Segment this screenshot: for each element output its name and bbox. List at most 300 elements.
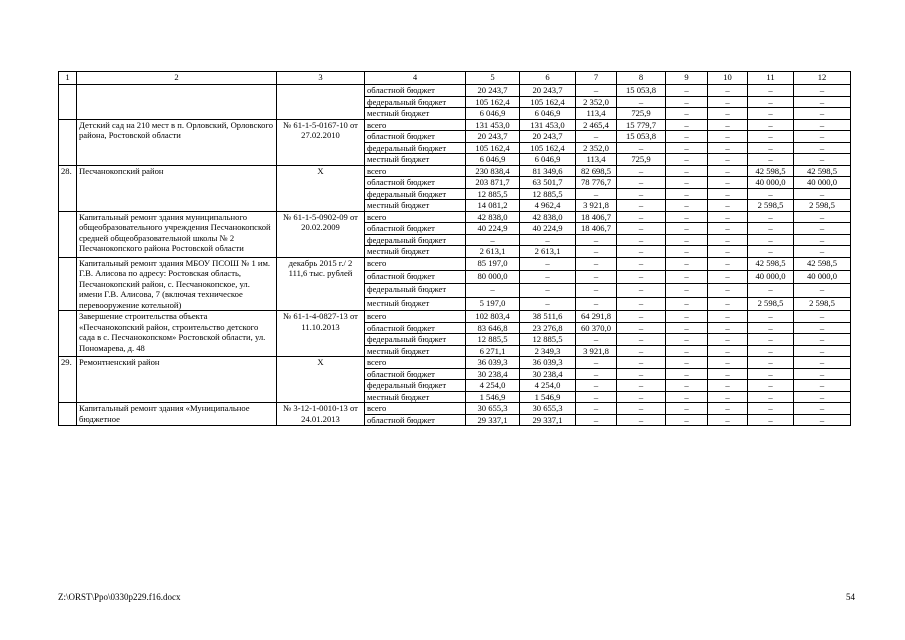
funding-source: всего (365, 165, 466, 177)
amount-cell: – (708, 131, 748, 143)
amount-cell: – (794, 380, 851, 392)
amount-cell: – (576, 403, 617, 415)
amount-cell: – (666, 234, 708, 246)
amount-cell: – (466, 234, 520, 246)
amount-cell: – (748, 119, 794, 131)
amount-cell: – (794, 211, 851, 223)
amount-cell: – (666, 223, 708, 235)
amount-cell: – (708, 211, 748, 223)
amount-cell: 105 162,4 (466, 142, 520, 154)
column-number: 2 (77, 72, 277, 85)
amount-cell: – (576, 297, 617, 310)
document-reference: № 61-1-5-0902-09 от 20.02.2009 (277, 211, 365, 257)
amount-cell: – (617, 257, 666, 270)
amount-cell: 6 046,9 (520, 154, 576, 166)
amount-cell: – (666, 311, 708, 323)
amount-cell: – (794, 234, 851, 246)
amount-cell: 2 598,5 (794, 200, 851, 212)
amount-cell: 725,9 (617, 154, 666, 166)
amount-cell: – (666, 188, 708, 200)
amount-cell: – (576, 334, 617, 346)
amount-cell: 113,4 (576, 154, 617, 166)
document-reference: X (277, 165, 365, 211)
funding-source: областной бюджет (365, 270, 466, 283)
amount-cell: – (708, 257, 748, 270)
amount-cell: – (666, 200, 708, 212)
amount-cell: – (794, 311, 851, 323)
amount-cell: – (708, 234, 748, 246)
amount-cell: 36 039,3 (520, 357, 576, 369)
funding-source: областной бюджет (365, 131, 466, 143)
amount-cell: – (617, 223, 666, 235)
amount-cell: 3 921,8 (576, 345, 617, 357)
amount-cell: – (617, 284, 666, 297)
amount-cell: – (666, 257, 708, 270)
column-number: 12 (794, 72, 851, 85)
amount-cell: – (666, 246, 708, 258)
funding-source: всего (365, 119, 466, 131)
amount-cell: – (708, 311, 748, 323)
funding-source: всего (365, 257, 466, 270)
amount-cell: – (748, 391, 794, 403)
funding-source: областной бюджет (365, 322, 466, 334)
amount-cell: – (617, 211, 666, 223)
amount-cell: 42 598,5 (748, 257, 794, 270)
amount-cell: – (708, 108, 748, 120)
amount-cell: 12 885,5 (520, 188, 576, 200)
amount-cell: 4 254,0 (520, 380, 576, 392)
amount-cell: 15 053,8 (617, 85, 666, 97)
amount-cell: – (666, 345, 708, 357)
amount-cell: – (666, 284, 708, 297)
amount-cell: – (794, 108, 851, 120)
amount-cell: – (794, 391, 851, 403)
table-row (59, 257, 851, 270)
amount-cell: 15 779,7 (617, 119, 666, 131)
column-number: 11 (748, 72, 794, 85)
amount-cell: 12 885,5 (466, 334, 520, 346)
amount-cell: 5 197,0 (466, 297, 520, 310)
amount-cell: – (576, 368, 617, 380)
amount-cell: – (617, 96, 666, 108)
table-row (59, 165, 851, 177)
amount-cell: – (617, 246, 666, 258)
amount-cell: – (708, 284, 748, 297)
amount-cell: – (576, 188, 617, 200)
amount-cell: – (666, 368, 708, 380)
amount-cell: 20 243,7 (466, 131, 520, 143)
amount-cell: – (708, 334, 748, 346)
amount-cell: 85 197,0 (466, 257, 520, 270)
amount-cell: – (708, 345, 748, 357)
amount-cell: – (794, 334, 851, 346)
column-number-row (59, 72, 851, 85)
amount-cell: 63 501,7 (520, 177, 576, 189)
amount-cell: – (794, 85, 851, 97)
amount-cell: – (794, 284, 851, 297)
amount-cell: – (748, 188, 794, 200)
amount-cell: – (576, 246, 617, 258)
amount-cell: 18 406,7 (576, 211, 617, 223)
amount-cell: 29 337,1 (520, 414, 576, 426)
object-name: Завершение строительства объекта «Песчанокопский район, строительство детского сада в с. Песчанокопском» Ростовской области, ул. Пономарева, д. 48 (77, 311, 277, 357)
amount-cell: 42 598,5 (794, 165, 851, 177)
amount-cell: – (708, 165, 748, 177)
funding-source: федеральный бюджет (365, 380, 466, 392)
amount-cell: – (748, 154, 794, 166)
amount-cell: – (666, 165, 708, 177)
amount-cell: 14 081,2 (466, 200, 520, 212)
amount-cell: 102 803,4 (466, 311, 520, 323)
funding-source: федеральный бюджет (365, 188, 466, 200)
amount-cell: – (708, 403, 748, 415)
funding-source: всего (365, 311, 466, 323)
row-index: 29. (59, 357, 77, 403)
amount-cell: – (708, 119, 748, 131)
amount-cell: – (617, 345, 666, 357)
amount-cell: – (666, 322, 708, 334)
amount-cell: – (617, 403, 666, 415)
amount-cell: 3 921,8 (576, 200, 617, 212)
column-number: 3 (277, 72, 365, 85)
amount-cell: 29 337,1 (466, 414, 520, 426)
amount-cell: – (666, 154, 708, 166)
row-index (59, 211, 77, 257)
amount-cell: 40 224,9 (520, 223, 576, 235)
column-number: 8 (617, 72, 666, 85)
amount-cell: 30 238,4 (466, 368, 520, 380)
amount-cell: 38 511,6 (520, 311, 576, 323)
amount-cell: – (576, 284, 617, 297)
amount-cell: 42 838,0 (466, 211, 520, 223)
object-name: Капитальный ремонт здания МБОУ ПСОШ № 1 им. Г.В. Алисова по адресу: Ростовская область, Песчанокопский район, с. Песчанокопское, ул. имени Г.В. Алисова, 7 (включая техническое перевооружение котельной) (77, 257, 277, 311)
amount-cell: – (748, 414, 794, 426)
amount-cell: – (666, 85, 708, 97)
amount-cell: – (708, 85, 748, 97)
funding-source: областной бюджет (365, 177, 466, 189)
amount-cell: – (617, 177, 666, 189)
amount-cell: 12 885,5 (466, 188, 520, 200)
funding-source: местный бюджет (365, 345, 466, 357)
amount-cell: – (708, 414, 748, 426)
funding-source: всего (365, 403, 466, 415)
amount-cell: 40 000,0 (748, 270, 794, 283)
amount-cell: 40 000,0 (748, 177, 794, 189)
amount-cell: 725,9 (617, 108, 666, 120)
amount-cell: – (617, 322, 666, 334)
table-row (59, 357, 851, 369)
amount-cell: 20 243,7 (466, 85, 520, 97)
amount-cell: – (576, 234, 617, 246)
amount-cell: 4 962,4 (520, 200, 576, 212)
amount-cell: – (666, 414, 708, 426)
amount-cell: – (708, 200, 748, 212)
object-name: Ремонтненский район (77, 357, 277, 403)
row-index (59, 119, 77, 165)
amount-cell: – (708, 154, 748, 166)
amount-cell: – (520, 234, 576, 246)
amount-cell: – (748, 234, 794, 246)
amount-cell: 42 598,5 (748, 165, 794, 177)
amount-cell: – (666, 131, 708, 143)
amount-cell: – (708, 297, 748, 310)
row-index (59, 85, 77, 120)
amount-cell: – (708, 177, 748, 189)
amount-cell: 2 613,1 (520, 246, 576, 258)
amount-cell: 105 162,4 (520, 142, 576, 154)
amount-cell: – (794, 322, 851, 334)
amount-cell: – (708, 142, 748, 154)
amount-cell: – (794, 154, 851, 166)
amount-cell: – (748, 96, 794, 108)
amount-cell: 4 254,0 (466, 380, 520, 392)
amount-cell: – (666, 334, 708, 346)
table-row (59, 311, 851, 323)
funding-source: областной бюджет (365, 414, 466, 426)
amount-cell: – (466, 284, 520, 297)
amount-cell: – (748, 368, 794, 380)
amount-cell: – (748, 131, 794, 143)
amount-cell: – (794, 223, 851, 235)
amount-cell: 18 406,7 (576, 223, 617, 235)
amount-cell: – (617, 311, 666, 323)
amount-cell: 6 046,9 (466, 154, 520, 166)
object-name: Капитальный ремонт здания муниципального общеобразовательного учреждения Песчанокопской средней общеобразовательной школы № 2 Песчанокопского района Ростовской области (77, 211, 277, 257)
amount-cell: 64 291,8 (576, 311, 617, 323)
amount-cell: – (617, 368, 666, 380)
amount-cell: 23 276,8 (520, 322, 576, 334)
amount-cell: – (617, 234, 666, 246)
amount-cell: – (576, 380, 617, 392)
column-number: 5 (466, 72, 520, 85)
document-reference: декабрь 2015 г./ 2 111,6 тыс. рублей (277, 257, 365, 311)
amount-cell: 2 598,5 (794, 297, 851, 310)
amount-cell: 1 546,9 (520, 391, 576, 403)
amount-cell: – (576, 414, 617, 426)
amount-cell: – (617, 200, 666, 212)
amount-cell: 2 598,5 (748, 200, 794, 212)
amount-cell: 20 243,7 (520, 85, 576, 97)
amount-cell: – (617, 357, 666, 369)
amount-cell: 20 243,7 (520, 131, 576, 143)
amount-cell: – (708, 246, 748, 258)
funding-source: федеральный бюджет (365, 234, 466, 246)
table-row (59, 119, 851, 131)
document-reference: № 3-12-1-0010-13 от 24.01.2013 (277, 403, 365, 426)
amount-cell: – (794, 131, 851, 143)
funding-source: местный бюджет (365, 154, 466, 166)
amount-cell: – (794, 414, 851, 426)
document-path: Z:\ORST\Ppo\0330p229.f16.docx (58, 592, 181, 602)
amount-cell: – (666, 142, 708, 154)
row-index: 28. (59, 165, 77, 211)
amount-cell: – (617, 391, 666, 403)
amount-cell: 83 646,8 (466, 322, 520, 334)
column-number: 10 (708, 72, 748, 85)
amount-cell: – (748, 403, 794, 415)
amount-cell: 12 885,5 (520, 334, 576, 346)
funding-source: федеральный бюджет (365, 284, 466, 297)
amount-cell: – (617, 165, 666, 177)
amount-cell: – (708, 391, 748, 403)
funding-source: местный бюджет (365, 391, 466, 403)
amount-cell: – (617, 380, 666, 392)
amount-cell: – (794, 96, 851, 108)
amount-cell: 2 352,0 (576, 142, 617, 154)
amount-cell: – (520, 284, 576, 297)
funding-source: местный бюджет (365, 297, 466, 310)
amount-cell: – (748, 357, 794, 369)
amount-cell: – (666, 119, 708, 131)
amount-cell: – (520, 270, 576, 283)
amount-cell: – (576, 257, 617, 270)
table-row (59, 85, 851, 97)
amount-cell: 42 838,0 (520, 211, 576, 223)
amount-cell: – (520, 297, 576, 310)
amount-cell: – (748, 246, 794, 258)
amount-cell: 80 000,0 (466, 270, 520, 283)
amount-cell: 82 698,5 (576, 165, 617, 177)
amount-cell: 131 453,0 (520, 119, 576, 131)
amount-cell: 2 598,5 (748, 297, 794, 310)
amount-cell: 131 453,0 (466, 119, 520, 131)
object-name (77, 85, 277, 120)
amount-cell: – (748, 334, 794, 346)
funding-source: областной бюджет (365, 368, 466, 380)
document-reference: № 61-1-5-0167-10 от 27.02.2010 (277, 119, 365, 165)
column-number: 4 (365, 72, 466, 85)
amount-cell: – (748, 211, 794, 223)
amount-cell: – (576, 270, 617, 283)
amount-cell: – (666, 108, 708, 120)
amount-cell: – (666, 177, 708, 189)
amount-cell: – (748, 85, 794, 97)
budget-table (58, 71, 851, 426)
amount-cell: – (666, 270, 708, 283)
amount-cell: – (794, 246, 851, 258)
amount-cell: – (617, 334, 666, 346)
table-row (59, 211, 851, 223)
amount-cell: – (708, 380, 748, 392)
amount-cell: 40 224,9 (466, 223, 520, 235)
amount-cell: 30 655,3 (520, 403, 576, 415)
amount-cell: – (666, 403, 708, 415)
amount-cell: 203 871,7 (466, 177, 520, 189)
funding-source: всего (365, 357, 466, 369)
amount-cell: – (708, 270, 748, 283)
object-name: Песчанокопский район (77, 165, 277, 211)
amount-cell: – (748, 345, 794, 357)
column-number: 7 (576, 72, 617, 85)
amount-cell: – (794, 188, 851, 200)
amount-cell: 2 465,4 (576, 119, 617, 131)
amount-cell: – (576, 131, 617, 143)
amount-cell: 1 546,9 (466, 391, 520, 403)
amount-cell: – (576, 85, 617, 97)
amount-cell: 15 053,8 (617, 131, 666, 143)
amount-cell: – (617, 188, 666, 200)
column-number: 9 (666, 72, 708, 85)
amount-cell: – (617, 297, 666, 310)
amount-cell: 113,4 (576, 108, 617, 120)
amount-cell: – (666, 357, 708, 369)
document-reference (277, 85, 365, 120)
amount-cell: – (576, 391, 617, 403)
amount-cell: 30 655,3 (466, 403, 520, 415)
amount-cell: 78 776,7 (576, 177, 617, 189)
document-reference: X (277, 357, 365, 403)
funding-source: всего (365, 211, 466, 223)
amount-cell: – (617, 270, 666, 283)
amount-cell: 42 598,5 (794, 257, 851, 270)
amount-cell: 105 162,4 (520, 96, 576, 108)
amount-cell: – (708, 223, 748, 235)
amount-cell: – (708, 357, 748, 369)
object-name: Капитальный ремонт здания «Муниципальное бюджетное (77, 403, 277, 426)
amount-cell: 30 238,4 (520, 368, 576, 380)
amount-cell: 36 039,3 (466, 357, 520, 369)
funding-source: федеральный бюджет (365, 142, 466, 154)
funding-source: областной бюджет (365, 223, 466, 235)
table-row (59, 403, 851, 415)
row-index (59, 311, 77, 357)
amount-cell: 6 046,9 (520, 108, 576, 120)
amount-cell: – (576, 357, 617, 369)
amount-cell: – (748, 284, 794, 297)
amount-cell: – (666, 380, 708, 392)
amount-cell: 2 613,1 (466, 246, 520, 258)
amount-cell: – (708, 322, 748, 334)
document-reference: № 61-1-4-0827-13 от 11.10.2013 (277, 311, 365, 357)
funding-source: федеральный бюджет (365, 334, 466, 346)
amount-cell: – (666, 297, 708, 310)
amount-cell: 6 271,1 (466, 345, 520, 357)
amount-cell: – (794, 368, 851, 380)
amount-cell: – (748, 142, 794, 154)
amount-cell: 6 046,9 (466, 108, 520, 120)
amount-cell: 60 370,0 (576, 322, 617, 334)
amount-cell: – (748, 311, 794, 323)
amount-cell: – (617, 414, 666, 426)
funding-source: областной бюджет (365, 85, 466, 97)
amount-cell: – (794, 345, 851, 357)
funding-source: местный бюджет (365, 108, 466, 120)
amount-cell: 40 000,0 (794, 270, 851, 283)
amount-cell: – (666, 211, 708, 223)
amount-cell: – (666, 391, 708, 403)
row-index (59, 403, 77, 426)
amount-cell: 230 838,4 (466, 165, 520, 177)
amount-cell: 81 349,6 (520, 165, 576, 177)
amount-cell: – (794, 357, 851, 369)
funding-source: федеральный бюджет (365, 96, 466, 108)
amount-cell: – (708, 368, 748, 380)
amount-cell: – (794, 119, 851, 131)
amount-cell: 40 000,0 (794, 177, 851, 189)
column-number: 6 (520, 72, 576, 85)
object-name: Детский сад на 210 мест в п. Орловский, Орловского района, Ростовской области (77, 119, 277, 165)
row-index (59, 257, 77, 311)
amount-cell: – (748, 380, 794, 392)
amount-cell: – (748, 108, 794, 120)
column-number: 1 (59, 72, 77, 85)
amount-cell: – (708, 96, 748, 108)
amount-cell: – (748, 322, 794, 334)
amount-cell: – (617, 142, 666, 154)
budget-table-page (58, 71, 850, 426)
amount-cell: 2 349,3 (520, 345, 576, 357)
amount-cell: 2 352,0 (576, 96, 617, 108)
